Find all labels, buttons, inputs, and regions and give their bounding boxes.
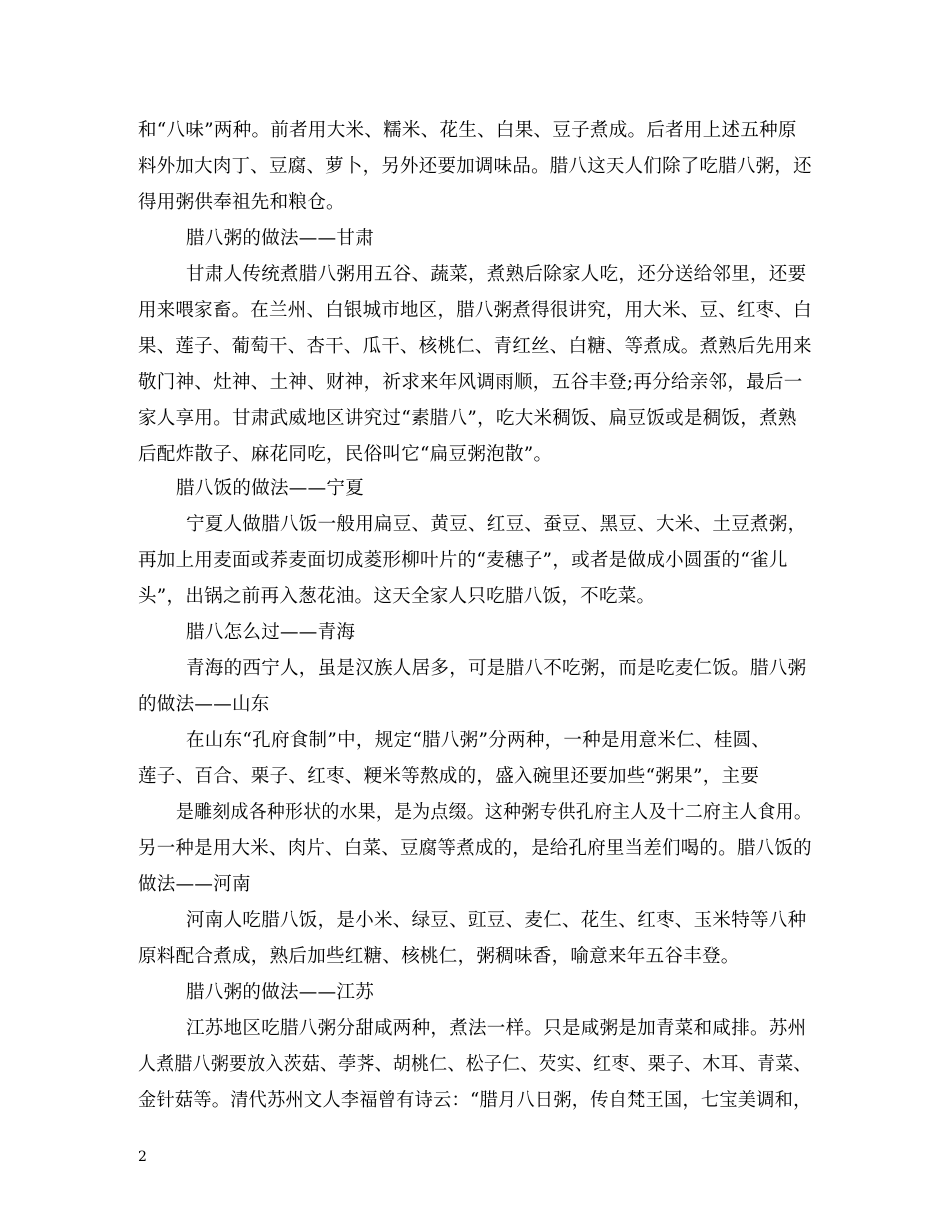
text-line: 在山东“孔府食制”中，规定“腊八粥”分两种，一种是用意米仁、桂圆、 (186, 730, 771, 751)
text-line: 料外加大肉丁、豆腐、萝卜，另外还要加调味品。腊八这天人们除了吃腊八粥，还 (138, 156, 812, 177)
text-line: 做法——河南 (138, 874, 251, 895)
text-line: 头”，出锅之前再入葱花油。这天全家人只吃腊八饭，不吃菜。 (138, 586, 656, 607)
text-line: 再加上用麦面或荞麦面切成菱形柳叶片的“麦穗子”，或者是做成小圆蛋的“雀儿 (138, 550, 788, 571)
text-line: 的做法——山东 (138, 694, 270, 715)
text-line: 得用粥供奉祖先和粮仓。 (138, 192, 345, 213)
text-line: 宁夏人做腊八饭一般用扁豆、黄豆、红豆、蚕豆、黑豆、大米、土豆煮粥， (186, 514, 807, 535)
text-line: 莲子、百合、栗子、红枣、粳米等熬成的，盛入碗里还要加些“粥果”，主要 (138, 766, 760, 787)
text-line: 是雕刻成各种形状的水果，是为点缀。这种粥专供孔府主人及十二府主人食用。 (176, 802, 813, 823)
text-line: 腊八粥的做法——甘肃 (186, 228, 375, 249)
text-line: 果、莲子、葡萄干、杏干、瓜干、核桃仁、青红丝、白糖、等煮成。煮熟后先用来 (138, 336, 812, 357)
text-line: 另一种是用大米、肉片、白菜、豆腐等煮成的，是给孔府里当差们喝的。腊八饭的 (138, 838, 812, 859)
text-line: 敬门神、灶神、土神、财神，祈求来年风调雨顺，五谷丰登;再分给亲邻，最后一 (138, 372, 803, 393)
page-number: 2 (138, 1149, 147, 1165)
text-line: 腊八怎么过——青海 (186, 622, 356, 643)
text-line: 青海的西宁人，虽是汉族人居多，可是腊八不吃粥，而是吃麦仁饭。腊八粥 (186, 658, 807, 679)
text-line: 原料配合煮成，熟后加些红糖、核桃仁，粥稠味香，喻意来年五谷丰登。 (138, 946, 740, 967)
text-line: 江苏地区吃腊八粥分甜咸两种，煮法一样。只是咸粥是加青菜和咸排。苏州 (186, 1018, 807, 1039)
text-line: 后配炸散子、麻花同吃，民俗叫它“扁豆粥泡散”。 (138, 444, 553, 465)
text-line: 腊八粥的做法——江苏 (186, 982, 375, 1003)
text-line: 甘肃人传统煮腊八粥用五谷、蔬菜，煮熟后除家人吃，还分送给邻里，还要 (186, 264, 807, 285)
text-line: 家人享用。甘肃武威地区讲究过“素腊八”，吃大米稠饭、扁豆饭或是稠饭，煮熟 (138, 408, 797, 429)
text-line: 人煮腊八粥要放入茨菇、荸荠、胡桃仁、松子仁、芡实、红枣、栗子、木耳、青菜、 (138, 1054, 812, 1075)
text-line: 河南人吃腊八饭，是小米、绿豆、豇豆、麦仁、花生、红枣、玉米特等八种 (186, 910, 807, 931)
text-line: 腊八饭的做法——宁夏 (176, 478, 365, 499)
text-line: 和“八味”两种。前者用大米、糯米、花生、白果、豆子煮成。后者用上述五种原 (138, 120, 797, 141)
text-line: 用来喂家畜。在兰州、白银城市地区，腊八粥煮得很讲究，用大米、豆、红枣、白 (138, 300, 812, 321)
text-line: 金针菇等。清代苏州文人李福曾有诗云：“腊月八日粥，传自梵王国，七宝美调和， (138, 1090, 812, 1111)
